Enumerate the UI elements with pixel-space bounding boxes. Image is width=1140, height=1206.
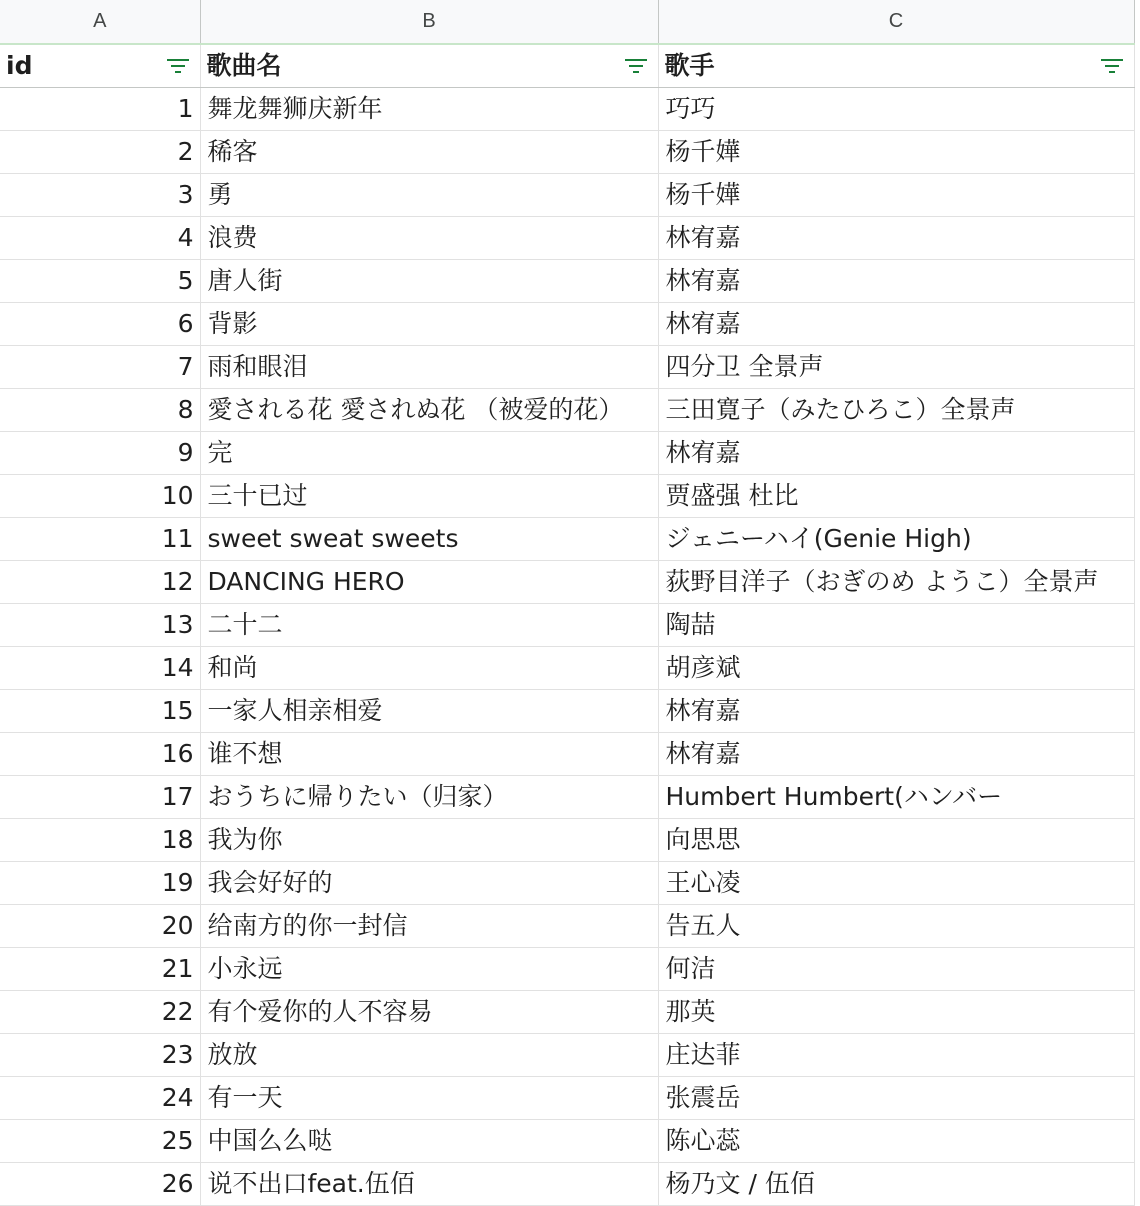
cell-song[interactable]: 和尚 <box>200 647 658 690</box>
table-row <box>0 733 1134 776</box>
table-row <box>0 174 1134 217</box>
table-row <box>0 647 1134 690</box>
table-row <box>0 389 1134 432</box>
cell-song[interactable]: 稀客 <box>200 131 658 174</box>
cell-singer[interactable]: 陈心蕊 <box>658 1120 1134 1163</box>
cell-song[interactable]: 说不出口feat.伍佰 <box>200 1163 658 1206</box>
cell-song[interactable]: 有个爱你的人不容易 <box>200 991 658 1034</box>
cell-song[interactable]: 一家人相亲相爱 <box>200 690 658 733</box>
cell-song[interactable]: 我会好好的 <box>200 862 658 905</box>
table-row <box>0 88 1134 131</box>
cell-singer[interactable]: 何洁 <box>658 948 1134 991</box>
cell-id[interactable]: 12 <box>0 561 200 604</box>
cell-id[interactable]: 15 <box>0 690 200 733</box>
table-row <box>0 776 1134 819</box>
cell-singer[interactable]: 林宥嘉 <box>658 217 1134 260</box>
table-row <box>0 561 1134 604</box>
cell-id[interactable]: 13 <box>0 604 200 647</box>
cell-singer[interactable]: 王心凌 <box>658 862 1134 905</box>
table-row <box>0 905 1134 948</box>
cell-song[interactable]: 勇 <box>200 174 658 217</box>
cell-song[interactable]: 三十已过 <box>200 475 658 518</box>
table-row <box>0 475 1134 518</box>
filter-icon[interactable] <box>624 57 648 75</box>
cell-id[interactable]: 20 <box>0 905 200 948</box>
column-header-b[interactable]: B <box>200 0 658 44</box>
table-row <box>0 518 1134 561</box>
cell-song[interactable]: DANCING HERO <box>200 561 658 604</box>
cell-id[interactable]: 1 <box>0 88 200 131</box>
cell-id[interactable]: 3 <box>0 174 200 217</box>
field-header-id[interactable] <box>0 44 200 88</box>
table-row <box>0 1034 1134 1077</box>
table-row <box>0 1120 1134 1163</box>
cell-id[interactable]: 19 <box>0 862 200 905</box>
table-row <box>0 303 1134 346</box>
cell-singer[interactable]: 贾盛强 杜比 <box>658 475 1134 518</box>
cell-song[interactable]: 二十二 <box>200 604 658 647</box>
column-header-row <box>0 0 1134 44</box>
table-row <box>0 1163 1134 1206</box>
table-row <box>0 604 1134 647</box>
cell-singer[interactable]: 告五人 <box>658 905 1134 948</box>
cell-id[interactable]: 11 <box>0 518 200 561</box>
cell-song[interactable]: おうちに帰りたい（归家） <box>200 776 658 819</box>
cell-song[interactable]: 舞龙舞狮庆新年 <box>200 88 658 131</box>
cell-singer[interactable]: 陶喆 <box>658 604 1134 647</box>
filter-icon[interactable] <box>166 57 190 75</box>
cell-song[interactable]: 唐人街 <box>200 260 658 303</box>
column-header-a[interactable]: A <box>0 0 200 44</box>
table-row <box>0 432 1134 475</box>
column-header-c[interactable]: C <box>658 0 1134 44</box>
cell-id[interactable]: 10 <box>0 475 200 518</box>
cell-song[interactable]: 我为你 <box>200 819 658 862</box>
field-header-label: 歌曲名 <box>206 51 282 80</box>
table-row <box>0 131 1134 174</box>
table-row <box>0 1077 1134 1120</box>
cell-song[interactable]: 谁不想 <box>200 733 658 776</box>
cell-singer[interactable]: Humbert Humbert(ハンバー <box>658 776 1134 819</box>
cell-id[interactable]: 8 <box>0 389 200 432</box>
field-header-song[interactable] <box>200 44 658 88</box>
table-row <box>0 346 1134 389</box>
cell-id[interactable]: 25 <box>0 1120 200 1163</box>
cell-song[interactable]: 给南方的你一封信 <box>200 905 658 948</box>
cell-song[interactable]: 小永远 <box>200 948 658 991</box>
cell-id[interactable]: 7 <box>0 346 200 389</box>
cell-singer[interactable]: 巧巧 <box>658 88 1134 131</box>
table-row <box>0 690 1134 733</box>
cell-id[interactable]: 4 <box>0 217 200 260</box>
cell-id[interactable]: 6 <box>0 303 200 346</box>
cell-song[interactable]: sweet sweat sweets <box>200 518 658 561</box>
table-body <box>0 88 1134 1206</box>
table-row <box>0 217 1134 260</box>
cell-song[interactable]: 浪费 <box>200 217 658 260</box>
cell-id[interactable]: 24 <box>0 1077 200 1120</box>
field-header-row <box>0 44 1134 88</box>
field-header-label: 歌手 <box>664 51 715 80</box>
cell-song[interactable]: 放放 <box>200 1034 658 1077</box>
field-header-label: id <box>6 51 33 80</box>
cell-id[interactable]: 9 <box>0 432 200 475</box>
cell-id[interactable]: 18 <box>0 819 200 862</box>
cell-singer[interactable]: 四分卫 全景声 <box>658 346 1134 389</box>
cell-singer[interactable]: 张震岳 <box>658 1077 1134 1120</box>
cell-song[interactable]: 有一天 <box>200 1077 658 1120</box>
cell-song[interactable]: 雨和眼泪 <box>200 346 658 389</box>
cell-id[interactable]: 22 <box>0 991 200 1034</box>
cell-id[interactable]: 2 <box>0 131 200 174</box>
cell-singer[interactable]: 杨千嬅 <box>658 174 1134 217</box>
cell-singer[interactable]: 林宥嘉 <box>658 303 1134 346</box>
cell-id[interactable]: 23 <box>0 1034 200 1077</box>
table-row <box>0 862 1134 905</box>
cell-singer[interactable]: 那英 <box>658 991 1134 1034</box>
cell-song[interactable]: 背影 <box>200 303 658 346</box>
cell-singer[interactable]: 三田寛子（みたひろこ）全景声 <box>658 389 1134 432</box>
cell-singer[interactable]: 杨乃文 / 伍佰 <box>658 1163 1134 1206</box>
cell-id[interactable]: 21 <box>0 948 200 991</box>
cell-singer[interactable]: 荻野目洋子（おぎのめ ようこ）全景声 <box>658 561 1134 604</box>
cell-song[interactable]: 中国么么哒 <box>200 1120 658 1163</box>
cell-singer[interactable]: 胡彦斌 <box>658 647 1134 690</box>
field-header-singer[interactable] <box>658 44 1134 88</box>
cell-id[interactable]: 26 <box>0 1163 200 1206</box>
cell-id[interactable]: 16 <box>0 733 200 776</box>
cell-singer[interactable]: 杨千嬅 <box>658 131 1134 174</box>
cell-singer[interactable]: 林宥嘉 <box>658 432 1134 475</box>
filter-icon[interactable] <box>1100 57 1124 75</box>
cell-id[interactable]: 17 <box>0 776 200 819</box>
cell-id[interactable]: 5 <box>0 260 200 303</box>
table-row <box>0 991 1134 1034</box>
table-row <box>0 948 1134 991</box>
cell-singer[interactable]: ジェニーハイ(Genie High) <box>658 518 1134 561</box>
cell-singer[interactable]: 庄达菲 <box>658 1034 1134 1077</box>
cell-id[interactable]: 14 <box>0 647 200 690</box>
cell-singer[interactable]: 林宥嘉 <box>658 260 1134 303</box>
cell-song[interactable]: 完 <box>200 432 658 475</box>
cell-singer[interactable]: 向思思 <box>658 819 1134 862</box>
table-row <box>0 819 1134 862</box>
cell-singer[interactable]: 林宥嘉 <box>658 733 1134 776</box>
table-row <box>0 260 1134 303</box>
cell-singer[interactable]: 林宥嘉 <box>658 690 1134 733</box>
cell-song[interactable]: 愛される花 愛されぬ花 （被爱的花） <box>200 389 658 432</box>
